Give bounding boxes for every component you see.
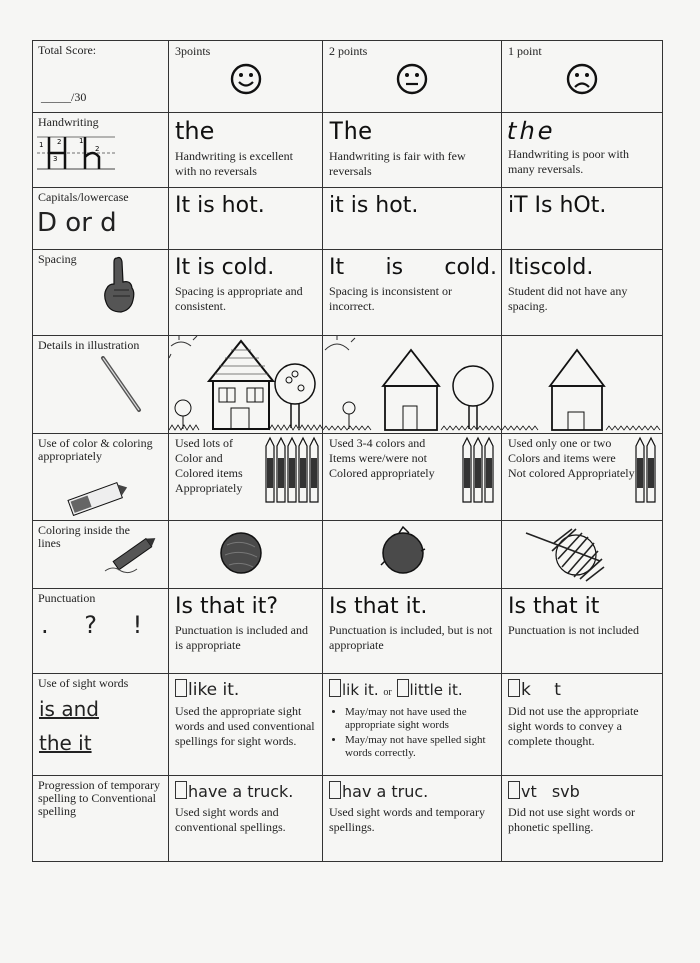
capitals-1pt-cell	[502, 188, 663, 250]
capitals-2pt-cell	[323, 188, 502, 250]
mostly-colored-circle-icon	[323, 521, 502, 587]
punctuation-sample-1pt: Is that it	[508, 594, 600, 619]
pencil-icon	[99, 356, 149, 416]
progression-sample-3pt-text: have a truck.	[188, 782, 294, 801]
punctuation-label: Punctuation	[38, 591, 96, 605]
sight-sample-1pt-text: k t	[521, 680, 561, 700]
spacing-sample-1pt: Itiscold.	[508, 255, 594, 280]
punctuation-1pt-cell	[502, 589, 663, 674]
progression-sample-2pt	[323, 776, 501, 801]
spacing-desc-2pt: Spacing is inconsistent or incorrect.	[329, 284, 452, 313]
copy-start-box	[329, 781, 341, 799]
row-punctuation	[33, 589, 663, 674]
crayon-box-icon	[63, 480, 133, 516]
col-2points-label: 2 points	[329, 44, 368, 58]
sad-face-icon	[566, 63, 598, 95]
inside-label-cell	[33, 521, 169, 589]
details-2pt-cell	[323, 336, 502, 434]
sight-sample-2pt-a: lik it.	[342, 681, 379, 699]
color-label: Use of color & coloring appropriately	[38, 436, 153, 463]
svg-text:3: 3	[53, 155, 58, 163]
sight-bullets-2pt	[323, 706, 501, 760]
sight-1pt-cell	[502, 674, 663, 776]
sight-desc-3pt: Used the appropriate sight words and used conventional spellings for sight words.	[175, 704, 315, 748]
color-desc-3pt: Used lots of Color and Colored items Appropriately	[175, 436, 243, 495]
progression-3pt-cell	[169, 776, 323, 862]
messy-colored-circle-icon	[502, 521, 663, 587]
inside-label: Coloring inside the lines	[38, 523, 130, 550]
letter-formation-guide-icon	[37, 131, 117, 175]
basic-house-drawing-icon	[502, 336, 663, 433]
capitals-sample-3pt: It is hot.	[175, 193, 265, 218]
sight-sample-3pt	[169, 674, 322, 700]
punctuation-sample-3pt: Is that it?	[175, 594, 279, 619]
details-1pt-cell	[502, 336, 663, 434]
spacing-word-3: cold.	[444, 255, 497, 280]
capitals-example: D or d	[37, 208, 117, 238]
handwriting-desc-3pt: Handwriting is excellent with no reversals	[175, 149, 293, 178]
capitals-3pt-cell	[169, 188, 323, 250]
copy-start-box	[329, 679, 341, 697]
handwriting-1pt-cell	[502, 113, 663, 188]
svg-text:2: 2	[95, 145, 100, 153]
two-crayons-icon	[634, 436, 660, 506]
finger-spacer-icon	[99, 256, 139, 316]
progression-desc-2pt: Used sight words and temporary spellings.	[329, 805, 485, 834]
total-score-label: Total Score:	[38, 43, 97, 57]
neutral-face-icon	[396, 63, 428, 95]
handwriting-sample-2pt: The	[329, 117, 373, 145]
sight-bullet-2: • May/may not have spelled sight words correctly.	[345, 734, 497, 760]
handwriting-label-cell	[33, 113, 169, 188]
progression-desc-1pt: Did not use sight words or phonetic spelling.	[508, 805, 635, 834]
row-details	[33, 336, 663, 434]
punctuation-desc-2pt: Punctuation is included, but is not appropriate	[329, 623, 493, 652]
inside-2pt-cell	[323, 521, 502, 589]
details-label-cell	[33, 336, 169, 434]
crayon-scribble-icon	[103, 535, 163, 575]
color-1pt-cell	[502, 434, 663, 521]
sight-words-line-2: the it	[39, 731, 92, 755]
handwriting-2pt-cell	[323, 113, 502, 188]
spacing-sample-2pt	[323, 250, 501, 280]
handwriting-desc-1pt: Handwriting is poor with many reversals.	[508, 147, 629, 176]
progression-label: Progression of temporary spelling to Conventional spelling	[38, 778, 160, 818]
progression-1pt-cell	[502, 776, 663, 862]
punctuation-marks: . ? !	[41, 611, 157, 639]
three-crayons-icon	[461, 436, 497, 506]
progression-2pt-cell	[323, 776, 502, 862]
spacing-word-2: is	[385, 255, 404, 280]
copy-start-box	[175, 679, 187, 697]
spacing-label-cell	[33, 250, 169, 336]
color-2pt-cell	[323, 434, 502, 521]
handwriting-sample-3pt: the	[175, 117, 215, 145]
spacing-3pt-cell	[169, 250, 323, 336]
header-1point	[502, 41, 663, 113]
sight-sample-2pt-b: little it.	[409, 681, 463, 699]
total-score-cell	[33, 41, 169, 113]
col-3points-label: 3points	[175, 44, 211, 58]
capitals-label-cell	[33, 188, 169, 250]
spacing-2pt-cell	[323, 250, 502, 336]
sight-label-cell	[33, 674, 169, 776]
svg-text:1: 1	[39, 141, 44, 149]
sight-sample-2pt-or: or	[383, 687, 392, 698]
sight-sample-1pt	[502, 674, 662, 700]
row-inside-lines	[33, 521, 663, 589]
row-spacing	[33, 250, 663, 336]
happy-face-icon	[230, 63, 262, 95]
copy-start-box	[508, 679, 520, 697]
punctuation-desc-1pt: Punctuation is not included	[508, 623, 639, 637]
sight-3pt-cell	[169, 674, 323, 776]
header-2points	[323, 41, 502, 113]
handwriting-3pt-cell	[169, 113, 323, 188]
header-3points	[169, 41, 323, 113]
row-progression	[33, 776, 663, 862]
inside-1pt-cell	[502, 521, 663, 589]
svg-text:1: 1	[79, 137, 84, 145]
sight-bullet-1: • May/may not have used the appropriate sight words	[345, 706, 497, 732]
row-color	[33, 434, 663, 521]
spacing-sample-3pt: It is cold.	[175, 255, 275, 280]
sight-sample-2pt	[323, 674, 501, 702]
row-sight-words	[33, 674, 663, 776]
color-3pt-cell	[169, 434, 323, 521]
punctuation-desc-3pt: Punctuation is included and is appropriate	[175, 623, 308, 652]
col-1point-label: 1 point	[508, 44, 542, 58]
progression-sample-1pt-text: vt svb	[521, 782, 580, 801]
handwriting-desc-2pt: Handwriting is fair with few reversals	[329, 149, 466, 178]
simple-house-drawing-icon	[323, 336, 502, 433]
color-desc-1pt: Used only one or two Colors and items were Not colored Appropriately	[508, 436, 635, 480]
punctuation-label-cell	[33, 589, 169, 674]
color-desc-2pt: Used 3-4 colors and Items were/were not Colored appropriately	[329, 436, 435, 480]
svg-text:2: 2	[57, 138, 62, 146]
neatly-colored-circle-icon	[169, 521, 323, 587]
sight-label: Use of sight words	[38, 676, 129, 690]
progression-sample-1pt	[502, 776, 662, 801]
punctuation-3pt-cell	[169, 589, 323, 674]
total-score-blank: _____/30	[41, 90, 87, 104]
progression-label-cell	[33, 776, 169, 862]
detailed-house-drawing-icon	[169, 336, 323, 433]
writing-rubric-table	[32, 40, 663, 862]
many-crayons-icon	[263, 436, 321, 506]
copy-start-box	[397, 679, 409, 697]
sight-sample-3pt-text: like it.	[188, 680, 240, 700]
spacing-desc-3pt: Spacing is appropriate and consistent.	[175, 284, 303, 313]
spacing-desc-1pt: Student did not have any spacing.	[508, 284, 628, 313]
copy-start-box	[175, 781, 187, 799]
details-label: Details in illustration	[38, 338, 140, 352]
row-handwriting	[33, 113, 663, 188]
spacing-1pt-cell	[502, 250, 663, 336]
sight-desc-1pt: Did not use the appropriate sight words to convey a complete thought.	[508, 704, 639, 748]
punctuation-2pt-cell	[323, 589, 502, 674]
progression-sample-2pt-text: hav a truc.	[342, 782, 429, 801]
spacing-label: Spacing	[38, 252, 77, 266]
sight-words-line-1: is and	[39, 697, 99, 721]
sight-2pt-cell	[323, 674, 502, 776]
color-label-cell	[33, 434, 169, 521]
progression-desc-3pt: Used sight words and conventional spellings.	[175, 805, 286, 834]
handwriting-label: Handwriting	[38, 115, 99, 129]
capitals-label: Capitals/lowercase	[38, 190, 129, 204]
details-3pt-cell	[169, 336, 323, 434]
progression-sample-3pt	[169, 776, 322, 801]
capitals-sample-1pt: iT Is hOt.	[508, 193, 607, 218]
capitals-sample-2pt: it is hot.	[329, 193, 419, 218]
handwriting-sample-1pt: the	[504, 117, 559, 145]
row-capitals	[33, 188, 663, 250]
header-row	[33, 41, 663, 113]
inside-3pt-cell	[169, 521, 323, 589]
spacing-word-1: It	[329, 255, 345, 280]
punctuation-sample-2pt: Is that it.	[329, 594, 428, 619]
copy-start-box	[508, 781, 520, 799]
